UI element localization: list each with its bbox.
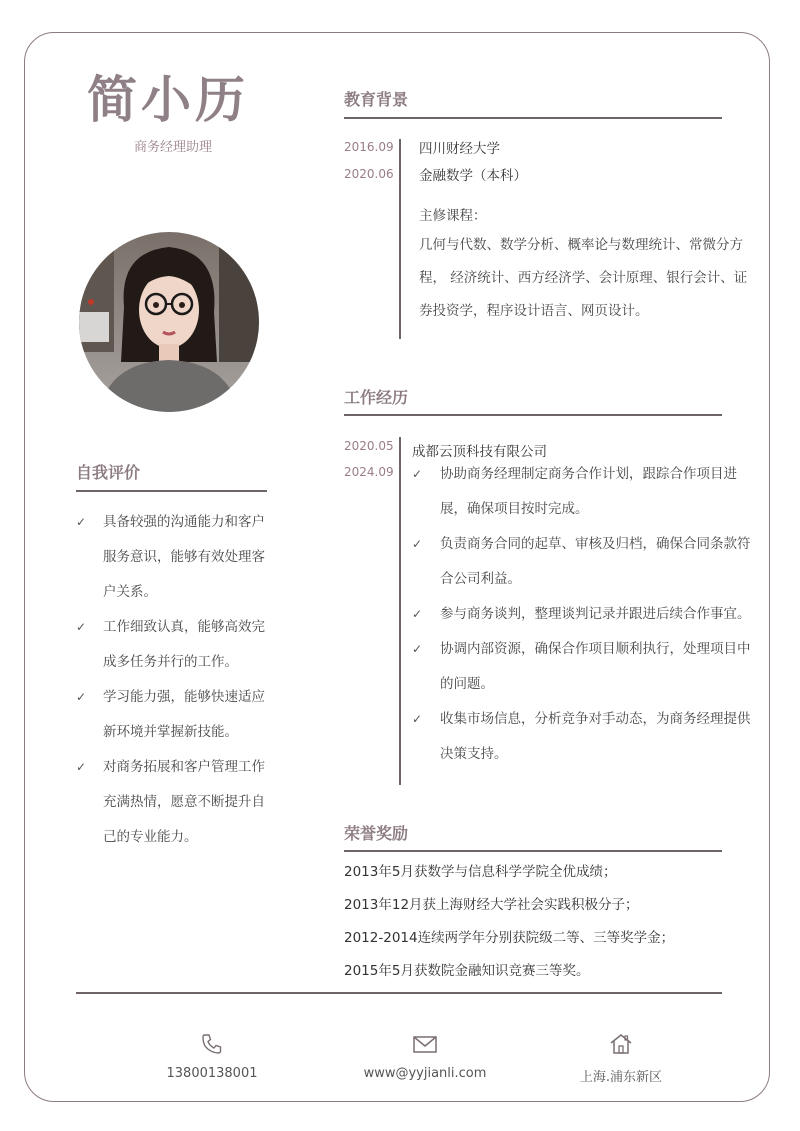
work-duty-line: 合公司利益。: [440, 571, 521, 587]
work-duty-item: [412, 457, 772, 527]
check-icon: ✓: [76, 760, 87, 774]
section-divider: [76, 490, 267, 492]
work-duty-line: 收集市场信息，分析竞争对手动态，为商务经理提供: [440, 711, 751, 727]
courses-line: 券投资学，程序设计语言、网页设计。: [419, 303, 649, 319]
courses-text: [419, 229, 759, 328]
check-icon: ✓: [412, 642, 423, 656]
work-duty-item: [412, 702, 772, 772]
contact-phone: [122, 1032, 302, 1081]
self-eval-item: [76, 505, 276, 610]
self-eval-line: 具备较强的沟通能力和客户: [103, 514, 265, 530]
school-name: 四川财经大学: [419, 141, 500, 157]
phone-icon: [122, 1032, 302, 1060]
work-duty-item: [412, 527, 772, 597]
work-start-date: 2020.05: [344, 439, 394, 453]
phone-number[interactable]: 13800138001: [166, 1066, 258, 1081]
edu-end-date: 2020.06: [344, 167, 394, 181]
section-divider: [344, 414, 722, 416]
self-eval-item: [76, 750, 276, 855]
self-eval-item: [76, 610, 276, 680]
self-eval-line: 充满热情，愿意不断提升自: [103, 794, 265, 810]
check-icon: ✓: [76, 620, 87, 634]
timeline-line: [399, 139, 401, 339]
work-duty-item: [412, 597, 772, 632]
self-eval-line: 服务意识，能够有效处理客: [103, 549, 265, 565]
mail-icon: [335, 1032, 515, 1060]
work-duty-line: 展，确保项目按时完成。: [440, 501, 589, 517]
work-duty-line: 协助商务经理制定商务合作计划，跟踪合作项目进: [440, 466, 737, 482]
honor-item: 2012-2014连续两学年分别获院级二等、三等奖学金；: [344, 930, 675, 946]
avatar: [79, 232, 259, 412]
major: 金融数学（本科）: [419, 168, 527, 184]
self-eval-list: [76, 505, 276, 855]
edu-start-date: 2016.09: [344, 140, 394, 154]
self-eval-line: 己的专业能力。: [103, 829, 198, 845]
check-icon: ✓: [76, 690, 87, 704]
self-eval-line: 新环境并掌握新技能。: [103, 724, 238, 740]
section-title-education: 教育背景: [344, 90, 409, 109]
check-icon: ✓: [412, 712, 423, 726]
work-duty-line: 决策支持。: [440, 746, 508, 762]
candidate-name: 简小历: [87, 71, 249, 129]
self-eval-line: 学习能力强，能够快速适应: [103, 689, 265, 705]
work-duty-item: [412, 632, 772, 702]
address-text: 上海.浦东新区: [579, 1070, 663, 1085]
check-icon: ✓: [412, 467, 423, 481]
timeline-line: [399, 437, 401, 785]
contact-email: [335, 1032, 515, 1081]
courses-line: 几何与代数、数学分析、概率论与数理统计、常微分方: [419, 237, 743, 253]
honor-item: 2013年12月获上海财经大学社会实践积极分子；: [344, 897, 639, 913]
company-name: 成都云顶科技有限公司: [412, 444, 547, 460]
honors-list: [344, 856, 674, 988]
work-end-date: 2024.09: [344, 465, 394, 479]
self-eval-line: 成多任务并行的工作。: [103, 654, 238, 670]
email-address[interactable]: www@yyjianli.com: [363, 1066, 487, 1081]
work-duty-line: 协调内部资源，确保合作项目顺利执行，处理项目中: [440, 641, 751, 657]
honor-item: 2015年5月获数院金融知识竞赛三等奖。: [344, 963, 590, 979]
self-eval-line: 户关系。: [103, 584, 157, 600]
work-duty-line: 负责商务合同的起草、审核及归档，确保合同条款符: [440, 536, 751, 552]
work-duty-line: 的问题。: [440, 676, 494, 692]
honor-item: 2013年5月获数学与信息科学学院全优成绩；: [344, 864, 617, 880]
courses-line: 程， 经济统计、西方经济学、会计原理、银行会计、证: [419, 270, 748, 286]
section-title-self: 自我评价: [76, 463, 141, 482]
section-title-honors: 荣誉奖励: [344, 824, 409, 843]
job-title: 商务经理助理: [133, 140, 212, 155]
self-eval-line: 工作细致认真，能够高效完: [103, 619, 265, 635]
footer-divider: [76, 992, 722, 994]
home-icon: [531, 1032, 711, 1060]
work-duties-list: [412, 457, 772, 772]
check-icon: ✓: [412, 537, 423, 551]
section-divider: [344, 117, 722, 119]
self-eval-item: [76, 680, 276, 750]
section-title-work: 工作经历: [344, 388, 409, 407]
self-eval-line: 对商务拓展和客户管理工作: [103, 759, 265, 775]
courses-label: 主修课程：: [419, 208, 487, 224]
check-icon: ✓: [76, 515, 87, 529]
check-icon: ✓: [412, 607, 423, 621]
work-duty-line: 参与商务谈判，整理谈判记录并跟进后续合作事宜。: [440, 606, 751, 622]
section-divider: [344, 850, 722, 852]
contact-address: [531, 1032, 711, 1085]
